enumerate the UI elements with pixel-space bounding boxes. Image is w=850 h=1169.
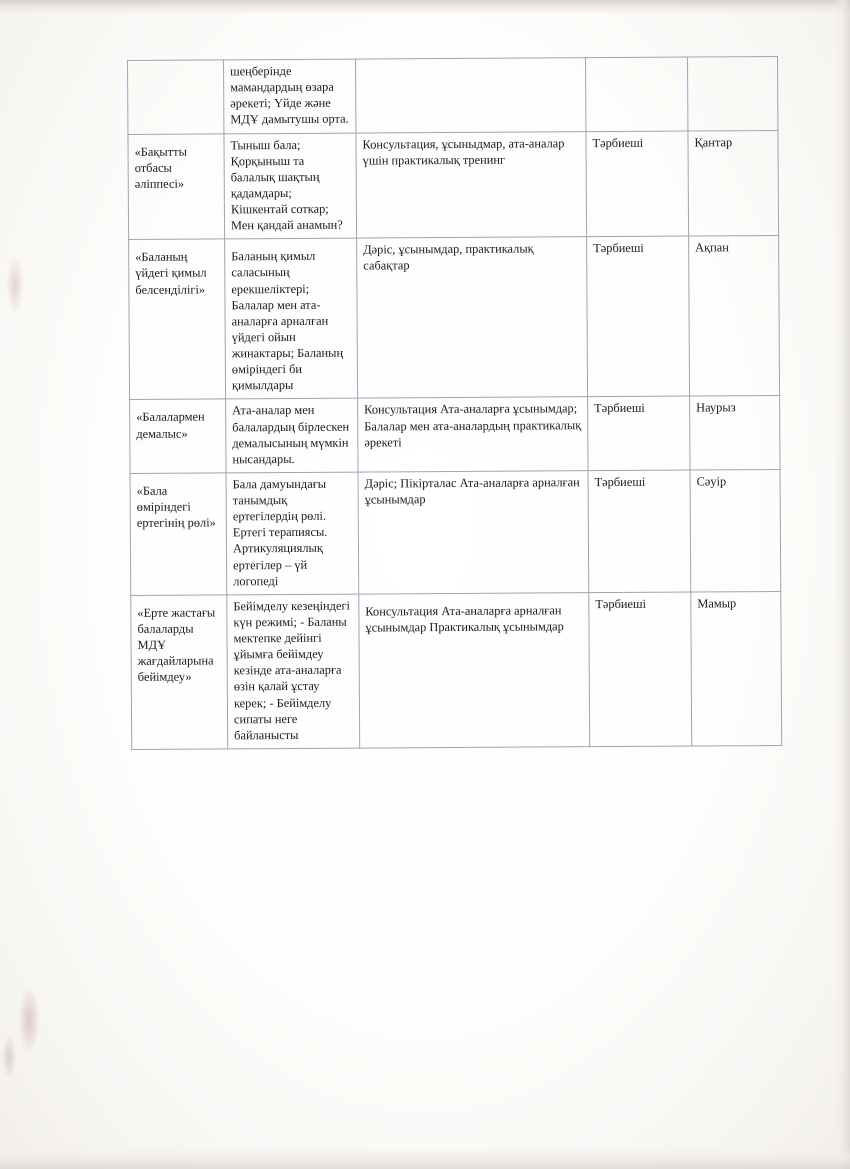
cell-text: Ақпан [695, 240, 729, 255]
cell-content [225, 238, 358, 399]
cell-text: Наурыз [696, 400, 736, 415]
table-row [130, 396, 780, 473]
cell-forms [358, 397, 588, 472]
cell-theme [130, 399, 226, 473]
paper-smudge [18, 985, 40, 1055]
cell-month [688, 130, 779, 236]
cell-theme [129, 239, 226, 400]
cell-month [690, 469, 781, 591]
paper-smudge [6, 255, 24, 315]
cell-text: шеңберінде мамандардың өзара әрекеті; Үйде және МДҰ дамытушы орта. [230, 63, 349, 127]
cell-text: Мамыр [697, 596, 737, 611]
cell-responsible [588, 396, 690, 470]
cell-responsible [589, 592, 692, 747]
cell-text: Ата-аналар мен балалардың бірлескен демалысының мүмкін нысандары. [232, 403, 350, 467]
cell-forms [359, 592, 590, 748]
table-container [127, 56, 781, 750]
cell-text: Консультация Ата-аналарға арналған ұсынымдар Практикалық ұсынымдар [365, 603, 564, 635]
cell-text: «Балалармен демалыс» [136, 409, 205, 441]
cell-text: «Бала өміріндегі ертегінің рөлі» [136, 483, 216, 531]
page-edge-top [0, 0, 850, 14]
cell-responsible [586, 57, 688, 131]
cell-responsible [588, 470, 691, 592]
cell-text: Тәрбиеші [594, 474, 646, 490]
cell-text: Бейімделу кезеңіндегі күн режимі; - Баланы мектепке дейінгі ұйымға бейімдеу кезінде ата-аналарға өзін қалай ұстау керек; - Бейімделу сипаты неге байланысты [233, 598, 350, 743]
cell-text: «Ерте жастағы балаларды МДҰ жағдайларына бейімдеу» [137, 605, 216, 685]
cell-text: Тәрбиеші [595, 596, 647, 611]
cell-month [687, 57, 777, 131]
cell-text: Қантар [694, 134, 733, 150]
cell-text: Баланың қимыл саласының ерекшеліктері; Балалар мен ата- аналарға арналған үйдегі ойын жинактары; Баланың өміріндегі би қимылдары [231, 249, 344, 393]
cell-theme [128, 60, 224, 134]
cell-text: Дәріс, ұсынымдар, практикалық сабақтар [363, 241, 534, 273]
cell-content [224, 133, 357, 240]
table-row [131, 591, 782, 749]
cell-text: «Баланың үйдегі қимыл белсенділігі» [135, 249, 207, 297]
table-body [128, 57, 782, 750]
cell-text: «Бақытты отбасы әліппесі» [134, 144, 187, 191]
table-row [128, 57, 778, 134]
cell-text: Тыныш бала; Қорқыныш та балалық шақтың қадамдары; Кішкентай соткар; Мен қандай анамын? [230, 137, 343, 233]
cell-month [690, 396, 780, 470]
cell-text [362, 61, 580, 62]
cell-text [592, 61, 682, 62]
cell-forms [356, 58, 586, 133]
cell-content [226, 472, 359, 595]
cell-text: Бала дамуындағы танымдық ертегілердің рөлі. Ертегі терапиясы. Артикуляциялық ертегілер – үй логопеді [232, 476, 328, 588]
cell-text: Тәрбиеші [594, 401, 645, 416]
cell-theme [128, 133, 225, 239]
cell-text: Консультация, ұсыныдмар, ата-аналар үшін практикалық тренинг [362, 135, 565, 168]
cell-forms [356, 131, 587, 238]
plan-table [127, 56, 782, 750]
table-row [129, 236, 780, 400]
cell-text: Тәрбиеші [593, 241, 644, 256]
page-edge-right [834, 0, 850, 1169]
page-edge-bottom [0, 1147, 850, 1169]
cell-responsible [587, 236, 690, 397]
cell-text: Консультация Ата-аналарға ұсынымдар; Балалар мен ата-аналардың практикалық әрекеті [364, 401, 582, 450]
cell-forms [357, 237, 588, 399]
cell-month [689, 236, 780, 397]
table-row [128, 130, 779, 240]
paper-smudge [2, 1035, 16, 1079]
cell-content [226, 398, 358, 472]
cell-content [227, 594, 360, 749]
table-row [130, 469, 781, 595]
cell-month [691, 591, 782, 746]
cell-text [134, 63, 218, 64]
cell-text: Дәріс; Пікірталас Ата-аналарға арналған ұсынымдар [364, 475, 580, 507]
cell-theme [130, 473, 227, 595]
cell-text: Сәуір [696, 474, 727, 489]
cell-content [224, 59, 356, 133]
cell-text: Тәрбиеші [592, 135, 644, 150]
cell-forms [358, 471, 589, 594]
cell-theme [131, 595, 228, 750]
cell-responsible [586, 131, 689, 237]
